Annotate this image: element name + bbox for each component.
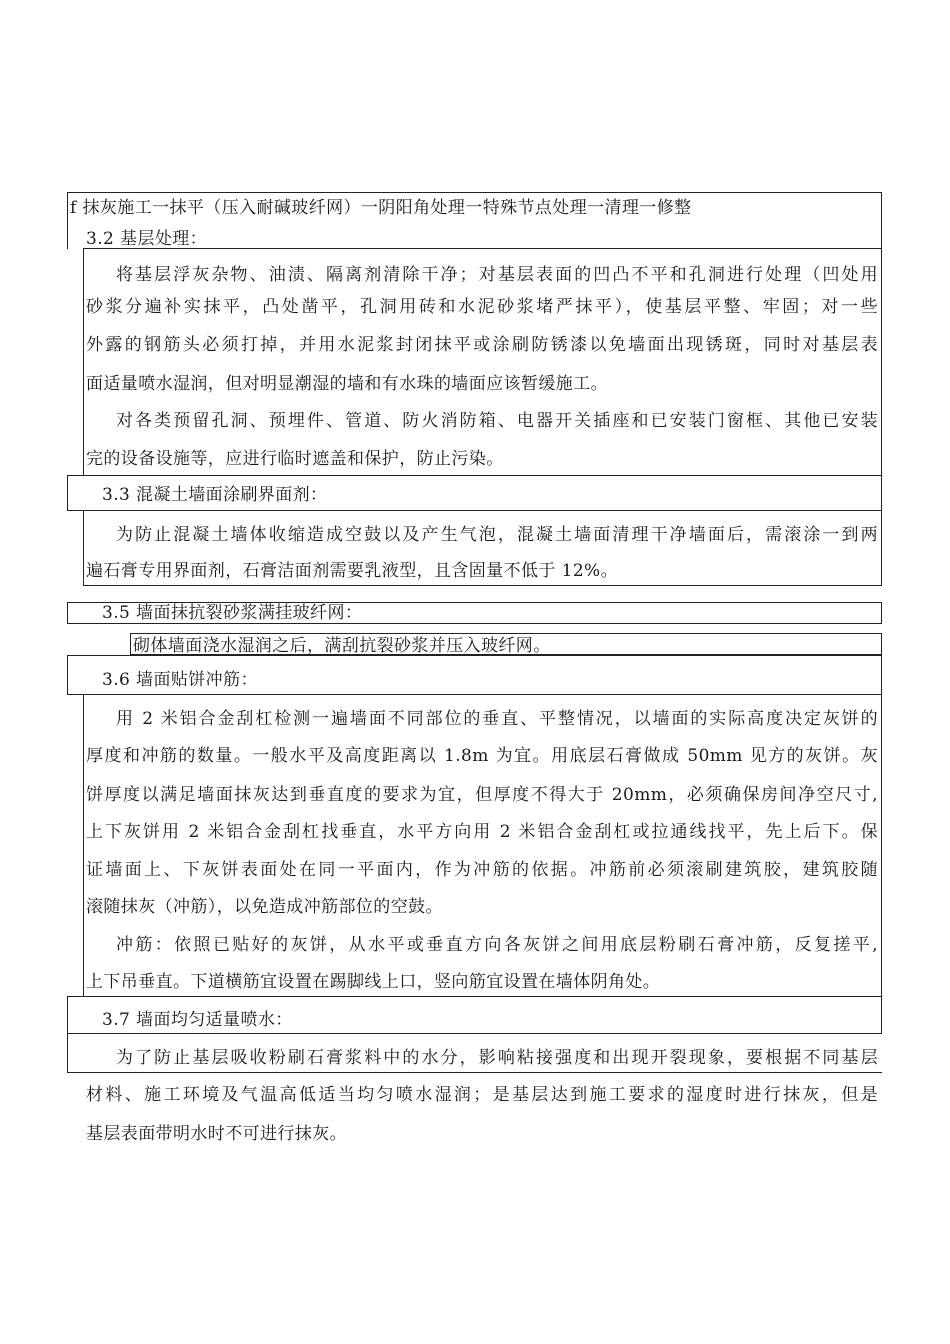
s35-p1-line: 砌体墙面浇水湿润之后，满刮抗裂砂浆并压入玻纤网。: [133, 636, 551, 656]
s32-heading: 3.2 基层处理：: [86, 229, 208, 249]
process-flow-line: f 抹灰施工一抹平（压入耐碱玻纤网）一阴阳角处理一特殊节点处理一清理一修整: [70, 198, 692, 218]
s32-p2-line: 完的设备设施等，应进行临时遮盖和保护，防止污染。: [86, 449, 504, 469]
s32-p1-line: 砂浆分遍补实抹平，凸处凿平，孔洞用砖和水泥砂浆堵严抹平），使基层平整、牢固；对一些: [86, 297, 878, 317]
s32-p1-line: 外露的钢筋头必须打掉，并用水泥浆封闭抹平或涂刷防锈漆以免墙面出现锈斑，同时对基层表: [86, 335, 878, 355]
s36-p2-line: 冲筋：依照已贴好的灰饼，从水平或垂直方向各灰饼之间用底层粉刷石膏冲筋，反复搓平,: [116, 935, 878, 955]
s37-heading: 3.7 墙面均匀适量喷水：: [102, 1010, 293, 1030]
s37-p1-line: 为了防止基层吸收粉刷石膏浆料中的水分，影响粘接强度和出现开裂现象，要根据不同基层: [116, 1048, 878, 1068]
s36-p1-line: 用 2 米铝合金刮杠检测一遍墙面不同部位的垂直、平整情况，以墙面的实际高度决定灰饼的: [116, 709, 878, 729]
s36-p2-line: 上下吊垂直。下道横筋宜设置在踢脚线上口，竖向筋宜设置在墙体阴角处。: [86, 972, 661, 992]
s36-p1-line: 饼厚度以满足墙面抹灰达到垂直度的要求为宜，但厚度不得大于 20mm，必须确保房间净空尺寸,: [86, 785, 878, 805]
s32-p1-line: 将基层浮灰杂物、油渍、隔离剂清除干净；对基层表面的凹凸不平和孔洞进行处理（凹处用: [116, 265, 878, 285]
s36-p1-line: 滚随抹灰（冲筋），以免造成冲筋部位的空鼓。: [86, 897, 443, 917]
s35-heading: 3.5 墙面抹抗裂砂浆满挂玻纤网：: [102, 603, 363, 623]
s36-p1-line: 厚度和冲筋的数量。一般水平及高度距离以 1.8m 为宜。用底层石膏做成 50mm 见方的灰饼。灰: [86, 746, 878, 766]
s37-p1-line: 材料、施工环境及气温高低适当均匀喷水湿润；是基层达到施工要求的湿度时进行抹灰，但是: [86, 1085, 878, 1105]
s36-p1-line: 证墙面上、下灰饼表面处在同一平面内，作为冲筋的依据。冲筋前必须滚刷建筑胶，建筑胶随: [86, 860, 878, 880]
s36-heading: 3.6 墙面贴饼冲筋：: [102, 670, 258, 690]
s33-p1-line: 为防止混凝土墙体收缩造成空鼓以及产生气泡，混凝土墙面清理干净墙面后，需滚涂一到两: [116, 525, 878, 545]
s33-heading: 3.3 混凝土墙面涂刷界面剂：: [102, 485, 328, 505]
s37-p1-line: 基层表面带明水时不可进行抹灰。: [86, 1124, 347, 1144]
s32-p2-line: 对各类预留孔洞、预埋件、管道、防火消防箱、电器开关插座和已安装门窗框、其他已安装: [116, 411, 878, 431]
s33-p1-line: 遍石膏专用界面剂，石膏洁面剂需要乳液型，且含固量不低于 12%。: [86, 561, 618, 581]
s36-p1-line: 上下灰饼用 2 米铝合金刮杠找垂直，水平方向用 2 米铝合金刮杠或拉通线找平，先上后下。保: [86, 822, 878, 842]
s32-p1-line: 面适量喷水湿润，但对明显潮湿的墙和有水珠的墙面应该暂缓施工。: [86, 374, 608, 394]
